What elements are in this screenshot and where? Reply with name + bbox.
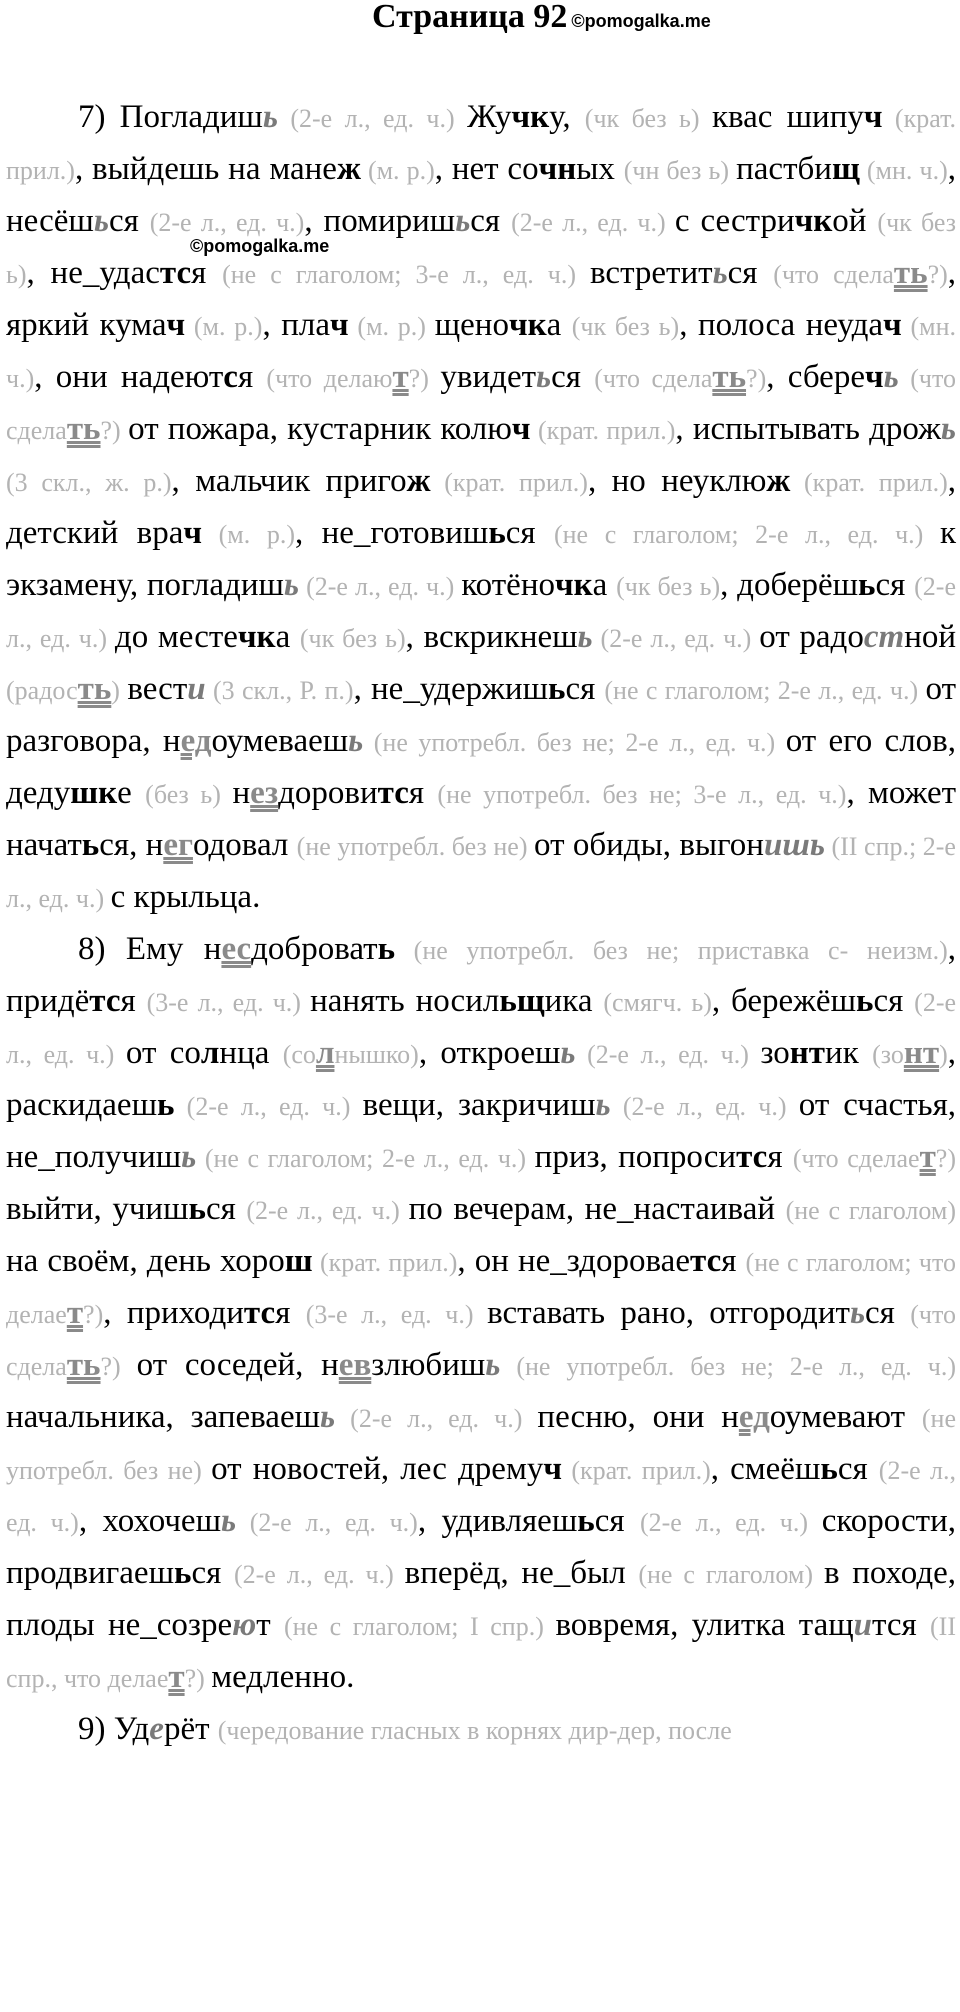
text-run: зо <box>760 1035 790 1071</box>
highlighted-ending: ь <box>940 411 956 447</box>
highlighted-letters: тс <box>243 1295 276 1331</box>
highlighted-letters: чк <box>508 307 547 343</box>
grammar-note: ?) <box>100 1352 137 1381</box>
text-run: , раскидаеш <box>6 1035 957 1123</box>
highlighted-ending: ь <box>348 723 364 759</box>
highlighted-letters: ч <box>543 1451 562 1487</box>
text-run: ых <box>576 151 624 187</box>
underlined-morpheme: т <box>66 1295 84 1331</box>
text-run: от счастья, не_получиш <box>6 1087 957 1175</box>
highlighted-ending: ь <box>536 359 552 395</box>
text-run: ной <box>904 619 957 655</box>
text-run: , доберёш <box>720 567 859 603</box>
grammar-note: (не с глаголом; 2-е л., ед. ч.) <box>553 520 940 549</box>
underlined-morpheme: ть <box>712 359 747 395</box>
highlighted-ending: ь <box>577 619 593 655</box>
text-run: ся <box>865 1295 911 1331</box>
highlighted-letters: ь <box>173 1555 192 1591</box>
grammar-note: (чк без ь) <box>6 208 956 289</box>
grammar-note: (3 скл., Р. п.) <box>205 676 354 705</box>
highlighted-letters: ж <box>766 463 791 499</box>
page-title: Страница 92 <box>372 0 568 35</box>
text-run: приз, попроси <box>534 1139 737 1175</box>
text-run: , приходи <box>103 1295 244 1331</box>
grammar-note: ?) <box>408 364 441 393</box>
text-run: , он не_здоровае <box>457 1243 690 1279</box>
inline-watermark: ©pomogalka.me <box>190 236 330 256</box>
grammar-note: (м. р.) <box>360 156 435 185</box>
text-run: , может начат <box>6 775 957 863</box>
underlined-morpheme: ть <box>77 671 112 707</box>
grammar-note: (2-е л., ед. ч.) <box>236 1508 418 1537</box>
grammar-note: (м. р.) <box>185 312 263 341</box>
highlighted-letters: ь <box>858 567 876 603</box>
text-run: я <box>191 255 223 291</box>
highlighted-letters: ьщ <box>499 983 545 1019</box>
text-run: у, <box>549 99 585 135</box>
text-run: а <box>546 307 572 343</box>
grammar-note: ?) <box>100 416 129 445</box>
text-run: ся <box>837 1451 879 1487</box>
text-run: я <box>275 1295 306 1331</box>
grammar-note: (не с глаголом; 2-е л., ед. ч.) <box>196 1144 535 1173</box>
highlighted-letters: ч <box>864 359 884 395</box>
text-run: я <box>237 359 267 395</box>
highlighted-ending: ь <box>883 359 899 395</box>
text-run: я <box>120 983 147 1019</box>
text-run: вещи, закричиш <box>362 1087 596 1123</box>
text-run: Жу <box>467 99 512 135</box>
highlighted-letters: чн <box>538 151 577 187</box>
highlighted-letters: ь <box>377 931 396 967</box>
text-run: ика <box>544 983 604 1019</box>
text-run: ик <box>825 1035 873 1071</box>
grammar-note: (что сдела <box>6 364 957 445</box>
text-run: от разговора, н <box>6 671 956 759</box>
underlined-morpheme: ес <box>221 931 252 967</box>
text-run: , несёш <box>6 151 956 239</box>
text-run: нанять носил <box>310 983 500 1019</box>
text-run: , вскрикнеш <box>405 619 578 655</box>
underlined-morpheme: ть <box>66 411 101 447</box>
text-run: от обиды, выгон <box>534 827 764 863</box>
text-run: ся <box>205 1191 247 1227</box>
text-run: вовремя, улитка тащ <box>555 1607 854 1643</box>
text-run: вест <box>127 671 188 707</box>
highlighted-letters: чк <box>511 99 550 135</box>
underlined-morpheme: ед <box>738 1399 770 1435</box>
text-run: ся <box>727 255 774 291</box>
exercise-number: 8) <box>78 931 126 967</box>
grammar-note: (не с глаголом; что делае <box>6 1248 957 1329</box>
underlined-morpheme: ев <box>338 1347 372 1383</box>
highlighted-ending: ь <box>595 1087 611 1123</box>
text-run: , хохочеш <box>78 1503 221 1539</box>
highlighted-ending: ь <box>560 1035 576 1071</box>
grammar-note: (смягч. ь) <box>603 988 712 1017</box>
text-run: в походе, плоды не_созре <box>6 1555 957 1643</box>
grammar-note: (без ь) <box>145 780 233 809</box>
text-run: , мальчик приго <box>171 463 407 499</box>
text-run: с сестри <box>674 203 795 239</box>
grammar-note: нышко) <box>334 1040 419 1069</box>
text-run: ся <box>191 1555 234 1591</box>
text-run: а <box>592 567 617 603</box>
grammar-note: (крат. прил.) <box>790 468 948 497</box>
text-run: , нет со <box>434 151 539 187</box>
grammar-note: (2-е л., ед. ч.) <box>511 208 675 237</box>
underlined-morpheme: ег <box>163 827 193 863</box>
grammar-note: (2-е л., ед. ч.) <box>575 1040 761 1069</box>
text-run: увидет <box>440 359 537 395</box>
highlighted-letters: чк <box>794 203 833 239</box>
text-run: рёт <box>163 1711 218 1747</box>
text-run: щено <box>434 307 509 343</box>
text-run: , сбере <box>766 359 865 395</box>
highlighted-letters: ь <box>577 1503 595 1539</box>
grammar-note: (3-е л., ед. ч.) <box>305 1300 488 1329</box>
exercise-number: 7) <box>78 99 120 135</box>
underlined-morpheme: нт <box>903 1035 940 1071</box>
grammar-note: (крат. прил.) <box>6 104 956 185</box>
text-run: доброват <box>251 931 378 967</box>
highlighted-ending: ь <box>181 1139 197 1175</box>
text-run: от радо <box>759 619 864 655</box>
text-run: от его слов, деду <box>6 723 957 811</box>
text-run: по вечерам, не_настаивай <box>408 1191 786 1227</box>
grammar-note: (не с глаголом; 2-е л., ед. ч.) <box>604 676 926 705</box>
highlighted-letters: чк <box>554 567 593 603</box>
text-run: Уд <box>113 1711 150 1747</box>
text-run: нца <box>219 1035 283 1071</box>
text-run: котёно <box>461 567 555 603</box>
text-run: до месте <box>114 619 238 655</box>
grammar-note: (2-е л., ед. ч.) <box>592 624 760 653</box>
grammar-note: ?) <box>935 1144 956 1173</box>
grammar-note: (что сдела <box>594 364 713 393</box>
grammar-note: (3 скл., ж. р.) <box>6 468 172 497</box>
text-run: от соседей, н <box>136 1347 339 1383</box>
grammar-note: (не употребл. без не; 2-е л., ед. ч.) <box>500 1352 956 1381</box>
text-run: медленно. <box>211 1659 355 1695</box>
grammar-note: (чк без ь) <box>616 572 721 601</box>
grammar-note: (II спр.; 2-е л., ед. ч.) <box>6 832 956 913</box>
underlined-morpheme: т <box>919 1139 936 1175</box>
highlighted-ending: и <box>853 1607 873 1643</box>
text-run: к экзамену, погладиш <box>6 515 956 603</box>
text-run: выйти, учиш <box>6 1191 189 1227</box>
header-watermark: ©pomogalka.me <box>571 11 711 31</box>
text-run: н <box>232 775 251 811</box>
text-run: от пожара, кустарник колю <box>128 411 512 447</box>
highlighted-ending: и <box>187 671 206 707</box>
highlighted-letters: ь <box>820 1451 838 1487</box>
highlighted-letters: шк <box>70 775 118 811</box>
grammar-note: (не употребл. без не; приставка с- неизм.) <box>395 936 948 965</box>
text-run: скорости, продвигаеш <box>6 1503 956 1591</box>
text-run: , яркий кума <box>6 255 957 343</box>
highlighted-ending: ь <box>455 203 471 239</box>
highlighted-letters: нт <box>789 1035 826 1071</box>
highlighted-letters: ч <box>330 307 349 343</box>
grammar-note: (что сделае <box>792 1144 920 1173</box>
grammar-note: (крат. прил.) <box>561 1456 711 1485</box>
grammar-note: ) <box>939 1040 948 1069</box>
text-run: Погладиш <box>119 99 263 135</box>
grammar-note: (не с глаголом; I спр.) <box>283 1612 556 1641</box>
highlighted-letters: тс <box>89 983 121 1019</box>
text-run: начальника, запеваеш <box>6 1399 321 1435</box>
text-run: злюбиш <box>371 1347 486 1383</box>
grammar-note: (2-е л., ед. ч.) <box>149 208 305 237</box>
highlighted-letters: с <box>223 359 238 395</box>
text-run: , придё <box>6 931 956 1019</box>
grammar-note: (2-е л., ед. ч.) <box>335 1404 538 1433</box>
text-run: от новостей, лес дрему <box>211 1451 544 1487</box>
text-run: от со <box>125 1035 201 1071</box>
grammar-note: (чк без ь) <box>571 312 680 341</box>
grammar-note: (радос <box>6 676 78 705</box>
text-run: дорови <box>278 775 378 811</box>
highlighted-ending: ь <box>320 1399 336 1435</box>
text-run: одовал <box>192 827 297 863</box>
highlighted-letters: ч <box>511 411 531 447</box>
underlined-morpheme: л <box>315 1035 335 1071</box>
exercise-paragraph <box>6 1704 956 1756</box>
grammar-note: (2-е л., ед. ч.) <box>277 104 468 133</box>
grammar-note: (II спр., что делае <box>6 1612 956 1693</box>
highlighted-ending: ь <box>262 99 278 135</box>
grammar-note: (чередование гласных в корнях дир-дер, после <box>217 1716 732 1745</box>
text-run: , детский вра <box>6 463 956 551</box>
text-run: е <box>117 775 146 811</box>
highlighted-letters: ь <box>188 1191 206 1227</box>
text-run: я <box>408 775 438 811</box>
highlighted-letters: ч <box>883 307 902 343</box>
text-run: , смеёш <box>710 1451 821 1487</box>
highlighted-letters: чк <box>237 619 276 655</box>
highlighted-letters: щ <box>831 151 860 187</box>
grammar-note: (2-е л., ед. ч.) <box>610 1092 799 1121</box>
grammar-note: (что делаю <box>266 364 393 393</box>
grammar-note: (3-е л., ед. ч.) <box>146 988 311 1017</box>
exercise-number: 9) <box>78 1711 114 1747</box>
highlighted-letters: ч <box>183 515 202 551</box>
text-run: ой <box>832 203 878 239</box>
text-run: с крыльца. <box>110 879 261 915</box>
text-run: , испытывать дрож <box>675 411 941 447</box>
text-run: , пла <box>262 307 331 343</box>
highlighted-ending: ь <box>712 255 728 291</box>
highlighted-ending: иш <box>763 827 810 863</box>
grammar-note: (чк без ь) <box>299 624 406 653</box>
grammar-note: ?) <box>184 1664 212 1693</box>
grammar-note: (не употребл. без не; 3-е л., ед. ч.) <box>437 780 847 809</box>
underlined-morpheme: т <box>168 1659 185 1695</box>
text-run: , выйдешь на мане <box>74 151 337 187</box>
highlighted-letters: ь <box>856 983 874 1019</box>
grammar-note: (крат. прил.) <box>430 468 588 497</box>
highlighted-ending: е <box>149 1711 164 1747</box>
grammar-note: (2-е л., ед. ч.) <box>6 988 957 1069</box>
text-run: ся, н <box>99 827 164 863</box>
highlighted-ending: ь <box>93 203 109 239</box>
text-run: , но неуклю <box>587 463 767 499</box>
text-run: , они надеют <box>34 359 224 395</box>
highlighted-letters: л <box>200 1035 220 1071</box>
grammar-note: ?) <box>746 364 767 393</box>
highlighted-letters: ж <box>336 151 361 187</box>
text-run: , не_удас <box>26 255 160 291</box>
exercise-paragraph <box>6 92 956 924</box>
grammar-note: (2-е л., ед. ч.) <box>233 1560 405 1589</box>
highlighted-letters: ш <box>284 1243 313 1279</box>
text-run: т <box>256 1607 284 1643</box>
grammar-note: (мн. ч.) <box>6 312 956 393</box>
highlighted-letters: ь <box>488 515 506 551</box>
text-run: на своём, день хоро <box>6 1243 285 1279</box>
text-run: , откроеш <box>418 1035 561 1071</box>
text-run: ся <box>565 671 605 707</box>
underlined-morpheme: ед <box>180 723 212 759</box>
text-run: тся <box>872 1607 931 1643</box>
text-run: вперёд, не_был <box>404 1555 639 1591</box>
grammar-note: ) <box>111 676 128 705</box>
text-run: пастби <box>736 151 832 187</box>
grammar-note: (крат. прил.) <box>312 1248 458 1277</box>
exercise-content <box>6 92 956 1756</box>
grammar-note: (2-е л., ед. ч.) <box>6 572 956 653</box>
highlighted-ending: ю <box>232 1607 257 1643</box>
text-run: ся <box>470 203 512 239</box>
text-run: встретит <box>590 255 713 291</box>
grammar-note: (не употребл. без не; 2-е л., ед. ч.) <box>363 728 786 757</box>
grammar-note: (м. р.) <box>348 312 435 341</box>
grammar-note: ?) <box>83 1300 104 1329</box>
text-run: я <box>767 1139 793 1175</box>
underlined-morpheme: т <box>392 359 409 395</box>
highlighted-letters: ч <box>863 99 883 135</box>
highlighted-letters: ь <box>156 1087 175 1123</box>
text-run: вставать рано, отгородит <box>487 1295 850 1331</box>
grammar-note: (что сдела <box>6 1300 956 1381</box>
text-run: ся <box>875 567 915 603</box>
text-run: ся <box>873 983 915 1019</box>
grammar-note: (не с глаголом) <box>785 1196 956 1225</box>
highlighted-letters: тс <box>689 1243 722 1279</box>
grammar-note: (2-е л., ед. ч.) <box>174 1092 363 1121</box>
text-run: оумеваеш <box>211 723 349 759</box>
text-run: оумевают <box>769 1399 922 1435</box>
highlighted-letters: ж <box>406 463 431 499</box>
grammar-note: (со <box>282 1040 316 1069</box>
exercise-paragraph <box>6 924 956 1704</box>
grammar-note: (чн без ь) <box>623 156 737 185</box>
underlined-morpheme: ез <box>250 775 279 811</box>
grammar-note: (зо <box>872 1040 904 1069</box>
text-run: песню, они н <box>537 1399 739 1435</box>
grammar-note: (2-е л., ед. ч.) <box>246 1196 409 1225</box>
page-header <box>372 0 711 42</box>
text-run: , полоса неуда <box>679 307 884 343</box>
text-run: Ему н <box>125 931 222 967</box>
highlighted-ending: ь <box>283 567 299 603</box>
grammar-note: ?) <box>927 260 948 289</box>
highlighted-letters: тс <box>377 775 409 811</box>
text-run: ся <box>551 359 595 395</box>
text-run: а <box>275 619 300 655</box>
grammar-note: (что сдела <box>773 260 894 289</box>
text-run: квас шипу <box>711 99 864 135</box>
grammar-note: (не с глаголом) <box>638 1560 824 1589</box>
text-run: ся <box>108 203 150 239</box>
highlighted-ending: ь <box>849 1295 866 1331</box>
highlighted-ending: ь <box>485 1347 501 1383</box>
text-run: , удивляеш <box>417 1503 578 1539</box>
text-run: ся <box>505 515 554 551</box>
underlined-morpheme: ть <box>66 1347 101 1383</box>
text-run: , не_готовиш <box>294 515 489 551</box>
grammar-note: (чк без ь) <box>584 104 712 133</box>
highlighted-ending: ь <box>221 1503 237 1539</box>
text-run: , бережёш <box>711 983 856 1019</box>
grammar-note: (м. р.) <box>201 520 295 549</box>
text-run: , помириш <box>304 203 456 239</box>
highlighted-ending: ь <box>809 827 825 863</box>
text-run: , не_удержиш <box>353 671 548 707</box>
text-run: я <box>721 1243 746 1279</box>
grammar-note: (не с глаголом; 3-е л., ед. ч.) <box>222 260 591 289</box>
grammar-note: (мн. ч.) <box>859 156 948 185</box>
text-run: ся <box>594 1503 640 1539</box>
grammar-note: (2-е л., ед. ч.) <box>299 572 462 601</box>
highlighted-letters: ь <box>547 671 566 707</box>
highlighted-letters: ь <box>81 827 100 863</box>
grammar-note: (2-е л., ед. ч.) <box>639 1508 822 1537</box>
grammar-note: (крат. прил.) <box>530 416 676 445</box>
highlighted-letters: тс <box>736 1139 768 1175</box>
highlighted-ending: ст <box>863 619 905 655</box>
grammar-note: (не употребл. без не) <box>6 1404 956 1485</box>
underlined-morpheme: ть <box>893 255 928 291</box>
highlighted-letters: ч <box>166 307 186 343</box>
grammar-note: (не употребл. без не) <box>296 832 535 861</box>
grammar-note: (2-е л., ед. ч.) <box>6 1456 956 1537</box>
highlighted-letters: тс <box>159 255 192 291</box>
